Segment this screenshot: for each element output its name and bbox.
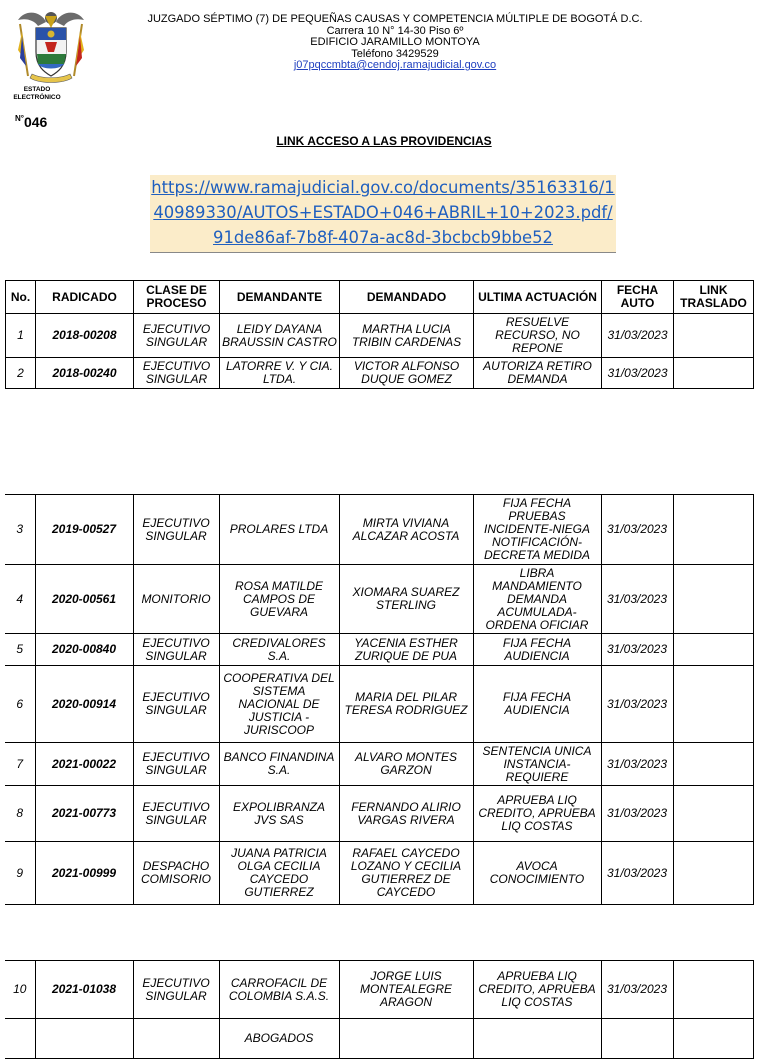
cell-fecha: 31/03/2023 [602,358,674,389]
table-row [5,666,753,743]
cell-radicado: 2021-00773 [35,786,133,842]
cell-demandante: PROLARES LTDA [219,495,339,565]
table-row [5,961,753,1019]
cell-clase: EJECUTIVO SINGULAR [133,634,219,666]
cell-fecha: 31/03/2023 [602,314,674,358]
cell-actuacion: APRUEBA LIQ CREDITO, APRUEBA LIQ COSTAS [473,786,601,842]
column-header-fecha: FECHA AUTO [602,281,674,314]
cell-demandado: ALVARO MONTES GARZON [339,743,473,786]
table-row [5,565,753,634]
cell-no: 1 [6,314,36,358]
cell-clase: DESPACHO COMISORIO [133,842,219,905]
cell-demandante: CREDIVALORES S.A. [219,634,339,666]
table-header-row [6,281,754,314]
table-row [5,1019,753,1059]
table-row [6,314,754,358]
court-address: Carrera 10 N° 14-30 Piso 6º [326,24,464,37]
cell-no: 7 [5,743,35,786]
column-header-demandado: DEMANDADO [340,281,474,314]
cell-demandante: CARROFACIL DE COLOMBIA S.A.S. [219,961,339,1019]
cell-link[interactable] [673,743,753,786]
cell-clase: EJECUTIVO SINGULAR [134,358,220,389]
cell-demandado: MIRTA VIVIANA ALCAZAR ACOSTA [339,495,473,565]
cell-actuacion: SENTENCIA UNICA INSTANCIA-REQUIERE [473,743,601,786]
cell-link[interactable] [673,1019,753,1059]
cell-demandado: VICTOR ALFONSO DUQUE GOMEZ [340,358,474,389]
cell-actuacion: FIJA FECHA AUDIENCIA [473,634,601,666]
cell-no: 8 [5,786,35,842]
column-header-no: No. [6,281,36,314]
cell-radicado: 2021-00022 [35,743,133,786]
cell-demandante: LEIDY DAYANA BRAUSSIN CASTRO [220,314,340,358]
cell-demandante: ABOGADOS [219,1019,339,1059]
cell-link[interactable] [673,634,753,666]
cell-actuacion [473,1019,601,1059]
cell-link[interactable] [673,666,753,743]
cell-fecha: 31/03/2023 [601,842,673,905]
cell-demandante: JUANA PATRICIA OLGA CECILIA CAYCEDO GUTIERREZ [219,842,339,905]
cell-fecha: 31/03/2023 [601,495,673,565]
cell-demandante: EXPOLIBRANZA JVS SAS [219,786,339,842]
cell-no: 3 [5,495,35,565]
cell-demandado: XIOMARA SUAREZ STERLING [339,565,473,634]
cell-no: 10 [5,961,35,1019]
cell-demandado: MARIA DEL PILAR TERESA RODRIGUEZ [339,666,473,743]
cell-fecha: 31/03/2023 [601,961,673,1019]
table-row [6,358,754,389]
cell-no [5,1019,35,1059]
link-section-title: LINK ACCESO A LAS PROVIDENCIAS [276,134,492,148]
table-row [5,743,753,786]
cell-actuacion: FIJA FECHA AUDIENCIA [473,666,601,743]
cell-demandado: FERNANDO ALIRIO VARGAS RIVERA [339,786,473,842]
cell-actuacion: RESUELVE RECURSO, NO REPONE [474,314,602,358]
cell-actuacion: AUTORIZA RETIRO DEMANDA [474,358,602,389]
cell-clase: EJECUTIVO SINGULAR [134,314,220,358]
providencias-link[interactable]: https://www.ramajudicial.gov.co/documents/35163316/140989330/AUTOS+ESTADO+046+ABRIL+10+2023.pdf/91de86af-7b8f-407a-ac8d-3bcbcb9bbe52 [151,178,615,247]
cell-no: 5 [5,634,35,666]
cell-clase: EJECUTIVO SINGULAR [133,743,219,786]
court-name: JUZGADO SÉPTIMO (7) DE PEQUEÑAS CAUSAS Y COMPETENCIA MÚLTIPLE DE BOGOTÁ D.C. [147,13,643,25]
cell-demandante: LATORRE V. Y CIA. LTDA. [220,358,340,389]
cell-clase: EJECUTIVO SINGULAR [133,961,219,1019]
cell-clase: EJECUTIVO SINGULAR [133,666,219,743]
cell-radicado: 2021-00999 [35,842,133,905]
cell-radicado: 2019-00527 [35,495,133,565]
cell-actuacion: FIJA FECHA PRUEBAS INCIDENTE-NIEGA NOTIFICACIÓN-DECRETA MEDIDA [473,495,601,565]
cell-demandante: ROSA MATILDE CAMPOS DE GUEVARA [219,565,339,634]
cell-radicado: 2018-00240 [36,358,134,389]
cell-demandado [339,1019,473,1059]
column-header-clase: CLASE DE PROCESO [134,281,220,314]
court-email-link[interactable]: j07pqccmbta@cendoj.ramajudicial.gov.co [293,59,497,71]
table-row [5,495,753,565]
cell-demandante: COOPERATIVA DEL SISTEMA NACIONAL DE JUSTICIA - JURISCOOP [219,666,339,743]
table-row [5,634,753,666]
court-header [130,14,660,72]
cell-no: 2 [6,358,36,389]
column-header-demandante: DEMANDANTE [220,281,340,314]
table-row [5,786,753,842]
cell-link[interactable] [673,565,753,634]
column-header-radicado: RADICADO [36,281,134,314]
cell-no: 4 [5,565,35,634]
cell-clase: EJECUTIVO SINGULAR [133,495,219,565]
table-row [5,842,753,905]
cell-link[interactable] [673,495,753,565]
cell-fecha: 31/03/2023 [601,786,673,842]
cell-radicado: 2020-00914 [35,666,133,743]
cell-actuacion: AVOCA CONOCIMIENTO [473,842,601,905]
cell-link[interactable] [673,842,753,905]
court-phone: Teléfono 3429529 [351,47,439,60]
cell-no: 9 [5,842,35,905]
cell-actuacion: LIBRA MANDAMIENTO DEMANDA ACUMULADA-ORDENA OFICIAR [473,565,601,634]
cell-fecha [601,1019,673,1059]
cell-radicado: 2020-00840 [35,634,133,666]
coat-of-arms-seal-icon [12,6,90,86]
number-value: 046 [23,114,48,130]
cell-clase [133,1019,219,1059]
estado-table-block-3 [5,960,754,1059]
estado-table-block-1 [5,280,754,389]
providencias-link-box [150,175,616,253]
estado-number [15,114,47,130]
estado-table-block-2 [5,494,754,905]
cell-radicado: 2021-01038 [35,961,133,1019]
cell-link[interactable] [674,314,754,358]
cell-link[interactable] [673,786,753,842]
column-header-link: LINK TRASLADO [674,281,754,314]
cell-demandado: RAFAEL CAYCEDO LOZANO Y CECILIA GUTIERREZ DE CAYCEDO [339,842,473,905]
cell-link[interactable] [674,358,754,389]
cell-link[interactable] [673,961,753,1019]
column-header-actuacion: ULTIMA ACTUACIÓN [474,281,602,314]
cell-fecha: 31/03/2023 [601,743,673,786]
estado-electronico-label: ESTADO ELECTRÓNICO [13,86,61,101]
cell-fecha: 31/03/2023 [601,666,673,743]
cell-demandado: YACENIA ESTHER ZURIQUE DE PUA [339,634,473,666]
cell-demandante: BANCO FINANDINA S.A. [219,743,339,786]
court-building: EDIFICIO JARAMILLO MONTOYA [310,36,480,48]
number-prefix: N° [15,114,24,123]
cell-radicado [35,1019,133,1059]
cell-radicado: 2018-00208 [36,314,134,358]
cell-clase: MONITORIO [133,565,219,634]
cell-demandado: MARTHA LUCIA TRIBIN CARDENAS [340,314,474,358]
cell-radicado: 2020-00561 [35,565,133,634]
cell-fecha: 31/03/2023 [601,565,673,634]
cell-demandado: JORGE LUIS MONTEALEGRE ARAGON [339,961,473,1019]
cell-actuacion: APRUEBA LIQ CREDITO, APRUEBA LIQ COSTAS [473,961,601,1019]
cell-fecha: 31/03/2023 [601,634,673,666]
cell-no: 6 [5,666,35,743]
cell-clase: EJECUTIVO SINGULAR [133,786,219,842]
